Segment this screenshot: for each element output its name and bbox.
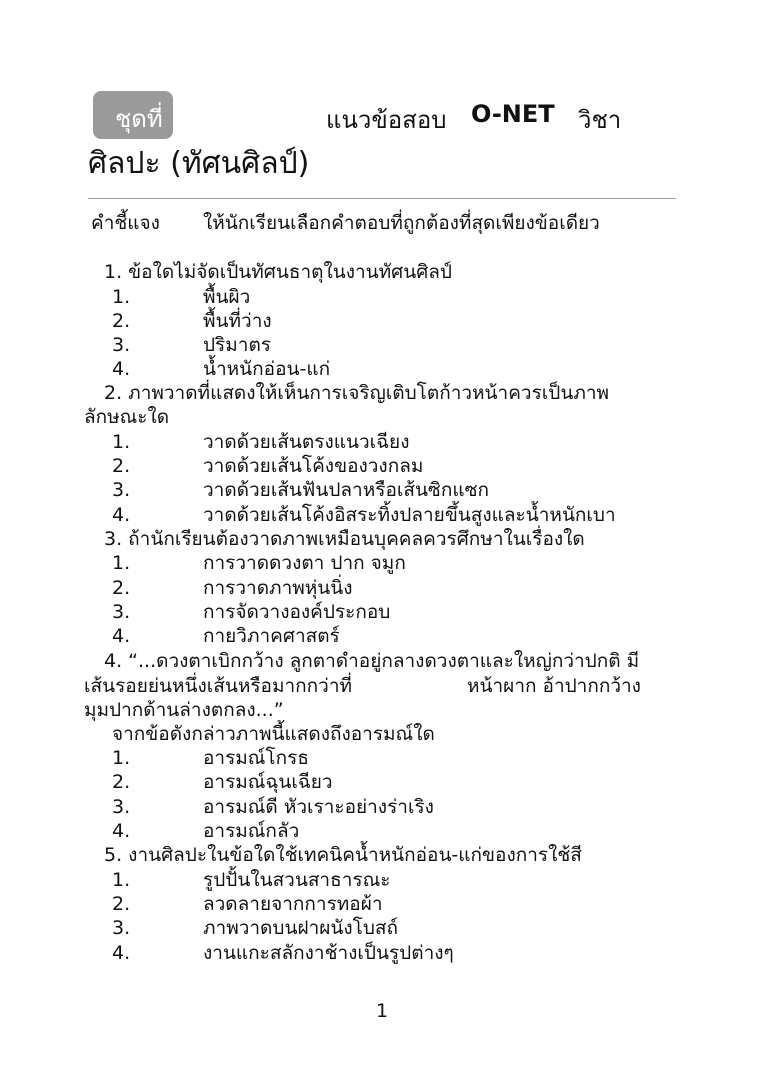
q5-option-3-text: ภาพวาดบนฝาผนังโบสถ์ bbox=[203, 917, 399, 939]
page-number: 1 bbox=[376, 1000, 389, 1022]
q4-option-1-text: อารมณ์โกรธ bbox=[203, 747, 309, 769]
question-2-text: 2. ภาพวาดที่แสดงให้เห็นการเจริญเติบโตก้าวหน้าควรเป็นภาพ bbox=[104, 382, 610, 404]
header-subtitle: แนวข้อสอบ bbox=[326, 106, 447, 134]
q2-option-1-num: 1. bbox=[112, 431, 131, 453]
q1-option-4-text: น้ำหนักอ่อน-แก่ bbox=[203, 358, 331, 380]
question-4-text-cont-b: หน้าผาก อ้าปากกว้าง bbox=[467, 675, 641, 697]
q3-option-3-text: การจัดวางองค์ประกอบ bbox=[203, 601, 391, 623]
question-1-text: 1. ข้อใดไม่จัดเป็นทัศนธาตุในงานทัศนศิลป์ bbox=[104, 261, 452, 283]
q5-option-1-text: รูปปั้นในสวนสาธารณะ bbox=[203, 869, 391, 891]
page-title: ศิลปะ (ทัศนศิลป์) bbox=[88, 146, 310, 181]
question-2-text-cont: ลักษณะใด bbox=[84, 406, 170, 428]
q3-option-1-text: การวาดดวงตา ปาก จมูก bbox=[203, 552, 406, 574]
q2-option-3-text: วาดด้วยเส้นฟันปลาหรือเส้นซิกแซก bbox=[203, 479, 489, 501]
instruction-text: ให้นักเรียนเลือกคำตอบที่ถูกต้องที่สุดเพียงข้อเดียว bbox=[203, 212, 600, 234]
question-4-prompt: จากข้อดังกล่าวภาพนี้แสดงถึงอารมณ์ใด bbox=[112, 723, 435, 745]
q5-option-4-num: 4. bbox=[112, 942, 131, 964]
q4-option-2-num: 2. bbox=[112, 771, 131, 793]
q1-option-4-num: 4. bbox=[112, 358, 131, 380]
q3-option-4-num: 4. bbox=[112, 625, 131, 647]
question-4-text: 4. “...ดวงตาเบิกกว้าง ลูกตาดำอยู่กลางดวงตาและใหญ่กว่าปกติ มี bbox=[104, 650, 640, 672]
header-exam: O-NET bbox=[471, 100, 555, 128]
badge-text: ชุดที่ bbox=[115, 105, 163, 133]
q5-option-2-text: ลวดลายจากการทอผ้า bbox=[203, 893, 383, 915]
q5-option-4-text: งานแกะสลักงาช้างเป็นรูปต่างๆ bbox=[203, 942, 454, 964]
q3-option-2-num: 2. bbox=[112, 577, 131, 599]
q1-option-2-num: 2. bbox=[112, 310, 131, 332]
question-4-text-cont-a: เส้นรอยย่นหนึ่งเส้นหรือมากกว่าที่ bbox=[84, 675, 353, 697]
question-4-text-cont-c: มุมปากด้านล่างตกลง...” bbox=[84, 699, 284, 721]
q4-option-1-num: 1. bbox=[112, 747, 131, 769]
q3-option-2-text: การวาดภาพหุ่นนิ่ง bbox=[203, 577, 353, 599]
header-badge bbox=[93, 91, 173, 139]
question-3-text: 3. ถ้านักเรียนต้องวาดภาพเหมือนบุคคลควรศึกษาในเรื่องใด bbox=[104, 528, 585, 550]
q1-option-3-num: 3. bbox=[112, 334, 131, 356]
q4-option-3-text: อารมณ์ดี หัวเราะอย่างร่าเริง bbox=[203, 796, 434, 818]
q3-option-3-num: 3. bbox=[112, 601, 131, 623]
q1-option-3-text: ปริมาตร bbox=[203, 334, 272, 356]
title-divider bbox=[88, 198, 676, 199]
q3-option-4-text: กายวิภาคศาสตร์ bbox=[203, 625, 340, 647]
q5-option-3-num: 3. bbox=[112, 917, 131, 939]
q2-option-1-text: วาดด้วยเส้นตรงแนวเฉียง bbox=[203, 431, 410, 453]
q2-option-4-num: 4. bbox=[112, 504, 131, 526]
q2-option-2-num: 2. bbox=[112, 455, 131, 477]
q3-option-1-num: 1. bbox=[112, 552, 131, 574]
q5-option-2-num: 2. bbox=[112, 893, 131, 915]
question-5-text: 5. งานศิลปะในข้อใดใช้เทคนิคน้ำหนักอ่อน-แก่ของการใช้สี bbox=[104, 844, 582, 866]
q2-option-4-text: วาดด้วยเส้นโค้งอิสระทิ้งปลายขึ้นสูงและน้ำหนักเบา bbox=[203, 504, 616, 526]
instruction-label: คำชี้แจง bbox=[91, 212, 160, 234]
q4-option-2-text: อารมณ์ฉุนเฉียว bbox=[203, 771, 333, 793]
q1-option-2-text: พื้นที่ว่าง bbox=[203, 310, 272, 332]
q4-option-4-text: อารมณ์กลัว bbox=[203, 820, 300, 842]
q5-option-1-num: 1. bbox=[112, 869, 131, 891]
q2-option-3-num: 3. bbox=[112, 479, 131, 501]
q4-option-3-num: 3. bbox=[112, 796, 131, 818]
q4-option-4-num: 4. bbox=[112, 820, 131, 842]
header-subject: วิชา bbox=[578, 106, 622, 134]
q1-option-1-num: 1. bbox=[112, 286, 131, 308]
q1-option-1-text: พื้นผิว bbox=[203, 286, 251, 308]
q2-option-2-text: วาดด้วยเส้นโค้งของวงกลม bbox=[203, 455, 424, 477]
